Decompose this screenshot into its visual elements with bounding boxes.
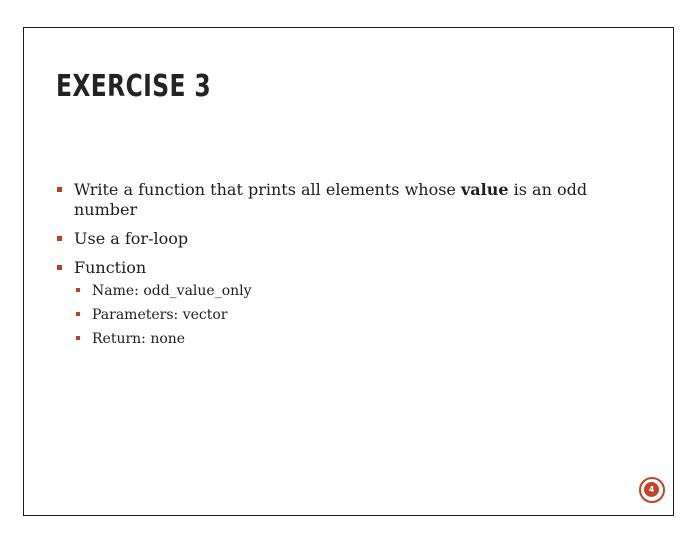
sub-bullet-text: Parameters: vector: [92, 307, 228, 323]
square-bullet-icon: [76, 288, 80, 292]
slide-title: EXERCISE 3: [56, 69, 212, 104]
bullet-text-tail: is an odd number: [74, 180, 588, 219]
sub-bullet-text: Name: odd_value_only: [92, 283, 252, 299]
sub-bullet-name: [74, 282, 646, 300]
bullet-item-function: [56, 258, 646, 348]
bullet-text-emphasis: value: [460, 180, 509, 199]
bullet-item-for-loop: [56, 229, 646, 249]
square-bullet-icon: [57, 236, 62, 241]
bullet-text: Use a for-loop: [74, 229, 189, 248]
page-number: 4: [644, 482, 659, 497]
bullet-item-task: [56, 180, 646, 220]
bullet-list: [56, 180, 646, 357]
bullet-text: Function: [74, 258, 147, 277]
square-bullet-icon: [76, 312, 80, 316]
sub-bullet-return: [74, 330, 646, 348]
square-bullet-icon: [57, 265, 62, 270]
square-bullet-icon: [76, 336, 80, 340]
sub-bullet-text: Return: none: [92, 331, 186, 347]
page-number-badge: [639, 477, 665, 503]
square-bullet-icon: [57, 187, 62, 192]
sub-bullet-list: [74, 282, 646, 348]
sub-bullet-parameters: [74, 306, 646, 324]
bullet-text-lead: Write a function that prints all elements whose: [74, 180, 461, 199]
